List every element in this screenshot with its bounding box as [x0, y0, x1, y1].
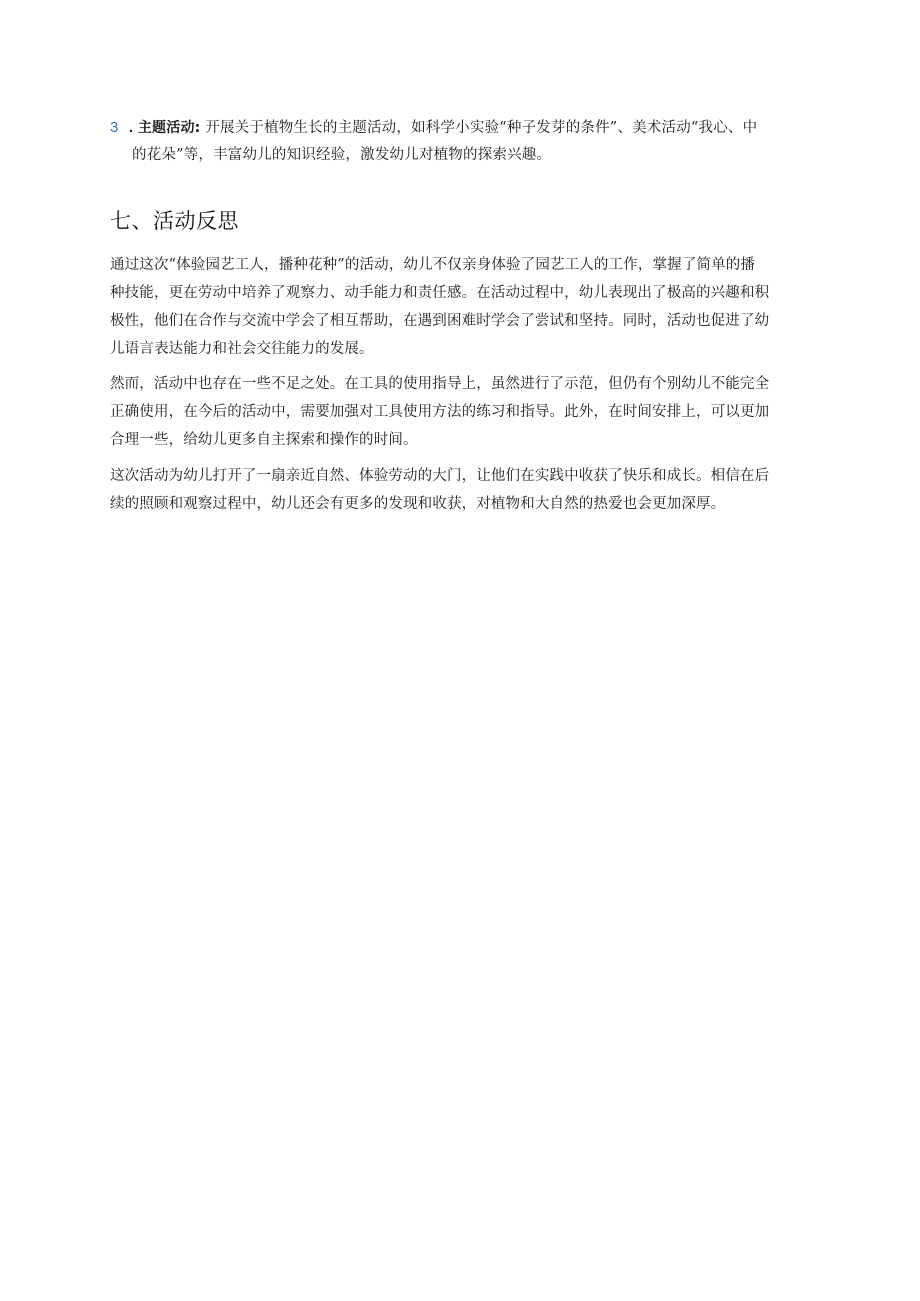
paragraph-line: 然而，活动中也存在一些不足之处。在工具的使用指导上，虽然进行了示范，但仍有个别幼儿不能完全 — [110, 376, 770, 392]
paragraph-line: 这次活动为幼儿打开了一扇亲近自然、体验劳动的大门，让他们在实践中收获了快乐和成长。相信在后 — [110, 468, 770, 484]
paragraph-reflection-1 — [110, 251, 820, 363]
paragraph-line: 续的照顾和观察过程中，幼儿还会有更多的发现和收获，对植物和大自然的热爱也会更加深厚。 — [110, 496, 726, 512]
list-item-theme-activity — [110, 114, 816, 169]
paragraph-line: 儿语言表达能力和社会交往能力的发展。 — [110, 341, 374, 357]
paragraph-line: 合理一些，给幼儿更多自主探索和操作的时间。 — [110, 432, 418, 448]
paragraph-line: 种技能，更在劳动中培养了观察力、动手能力和责任感。在活动过程中，幼儿表现出了极高的兴趣和积 — [110, 285, 770, 301]
list-item-line-2 — [110, 142, 816, 169]
list-item-title: 主题活动: — [137, 120, 201, 136]
paragraph-line: 通过这次“体验园艺工人，播种花种”的活动，幼儿不仅亲身体验了园艺工人的工作，掌握了简单的播 — [110, 257, 756, 273]
paragraph-line: 极性，他们在合作与交流中学会了相互帮助，在遇到困难时学会了尝试和坚持。同时，活动也促进了幼 — [110, 313, 770, 329]
section-heading: 七、活动反思 — [110, 209, 239, 233]
list-item-number: 3 — [110, 119, 119, 136]
list-item-line-1 — [110, 114, 816, 142]
list-item-text-1: 开展关于植物生长的主题活动，如科学小实验“种子发芽的条件”、美术活动“我心、中 — [205, 120, 758, 136]
list-item-text-2: 的花朵”等，丰富幼儿的知识经验，激发幼儿对植物的探索兴趣。 — [132, 147, 552, 163]
paragraph-line: 正确使用，在今后的活动中，需要加强对工具使用方法的练习和指导。此外，在时间安排上，可以更加 — [110, 404, 770, 420]
paragraph-reflection-2 — [110, 370, 820, 454]
list-item-dot: . — [128, 120, 134, 136]
paragraph-reflection-3 — [110, 462, 820, 518]
